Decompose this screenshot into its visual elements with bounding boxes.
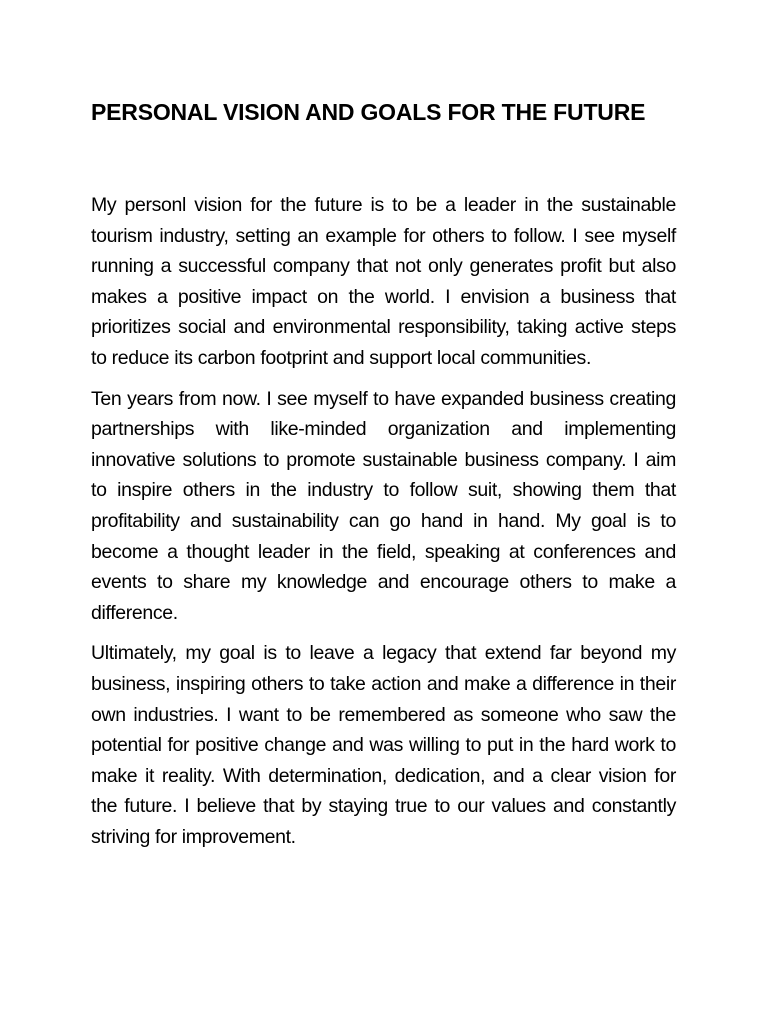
document-title: PERSONAL VISION AND GOALS FOR THE FUTURE xyxy=(91,99,646,125)
paragraph-ten-years: Ten years from now. I see myself to have expanded business creating partnerships with like-minded organization and implementing innovative solutions to promote sustainable business company. I aim to inspire others in the industry to follow suit, showing them that profitability and sustainability can go hand in hand. My goal is to become a thought leader in the field, speaking at conferences and events to share my knowledge and encourage others to make a difference. xyxy=(91,387,676,624)
paragraph-vision: My personl vision for the future is to be a leader in the sustainable tourism industry, setting an example for others to follow. I see myself running a successful company that not only generates profit but also makes a positive impact on the world. I envision a business that prioritizes social and environmental responsibility, taking active steps to reduce its carbon footprint and support local communities. xyxy=(91,194,676,369)
document-body xyxy=(91,190,676,852)
document-page xyxy=(91,96,676,862)
paragraph-legacy: Ultimately, my goal is to leave a legacy that extend far beyond my business, inspiring others to take action and make a difference in their own industries. I want to be remembered as someone who saw the potential for positive change and was willing to put in the hard work to make it reality. With determination, dedication, and a clear vision for the future. I believe that by staying true to our values and constantly striving for improvement. xyxy=(91,642,676,848)
